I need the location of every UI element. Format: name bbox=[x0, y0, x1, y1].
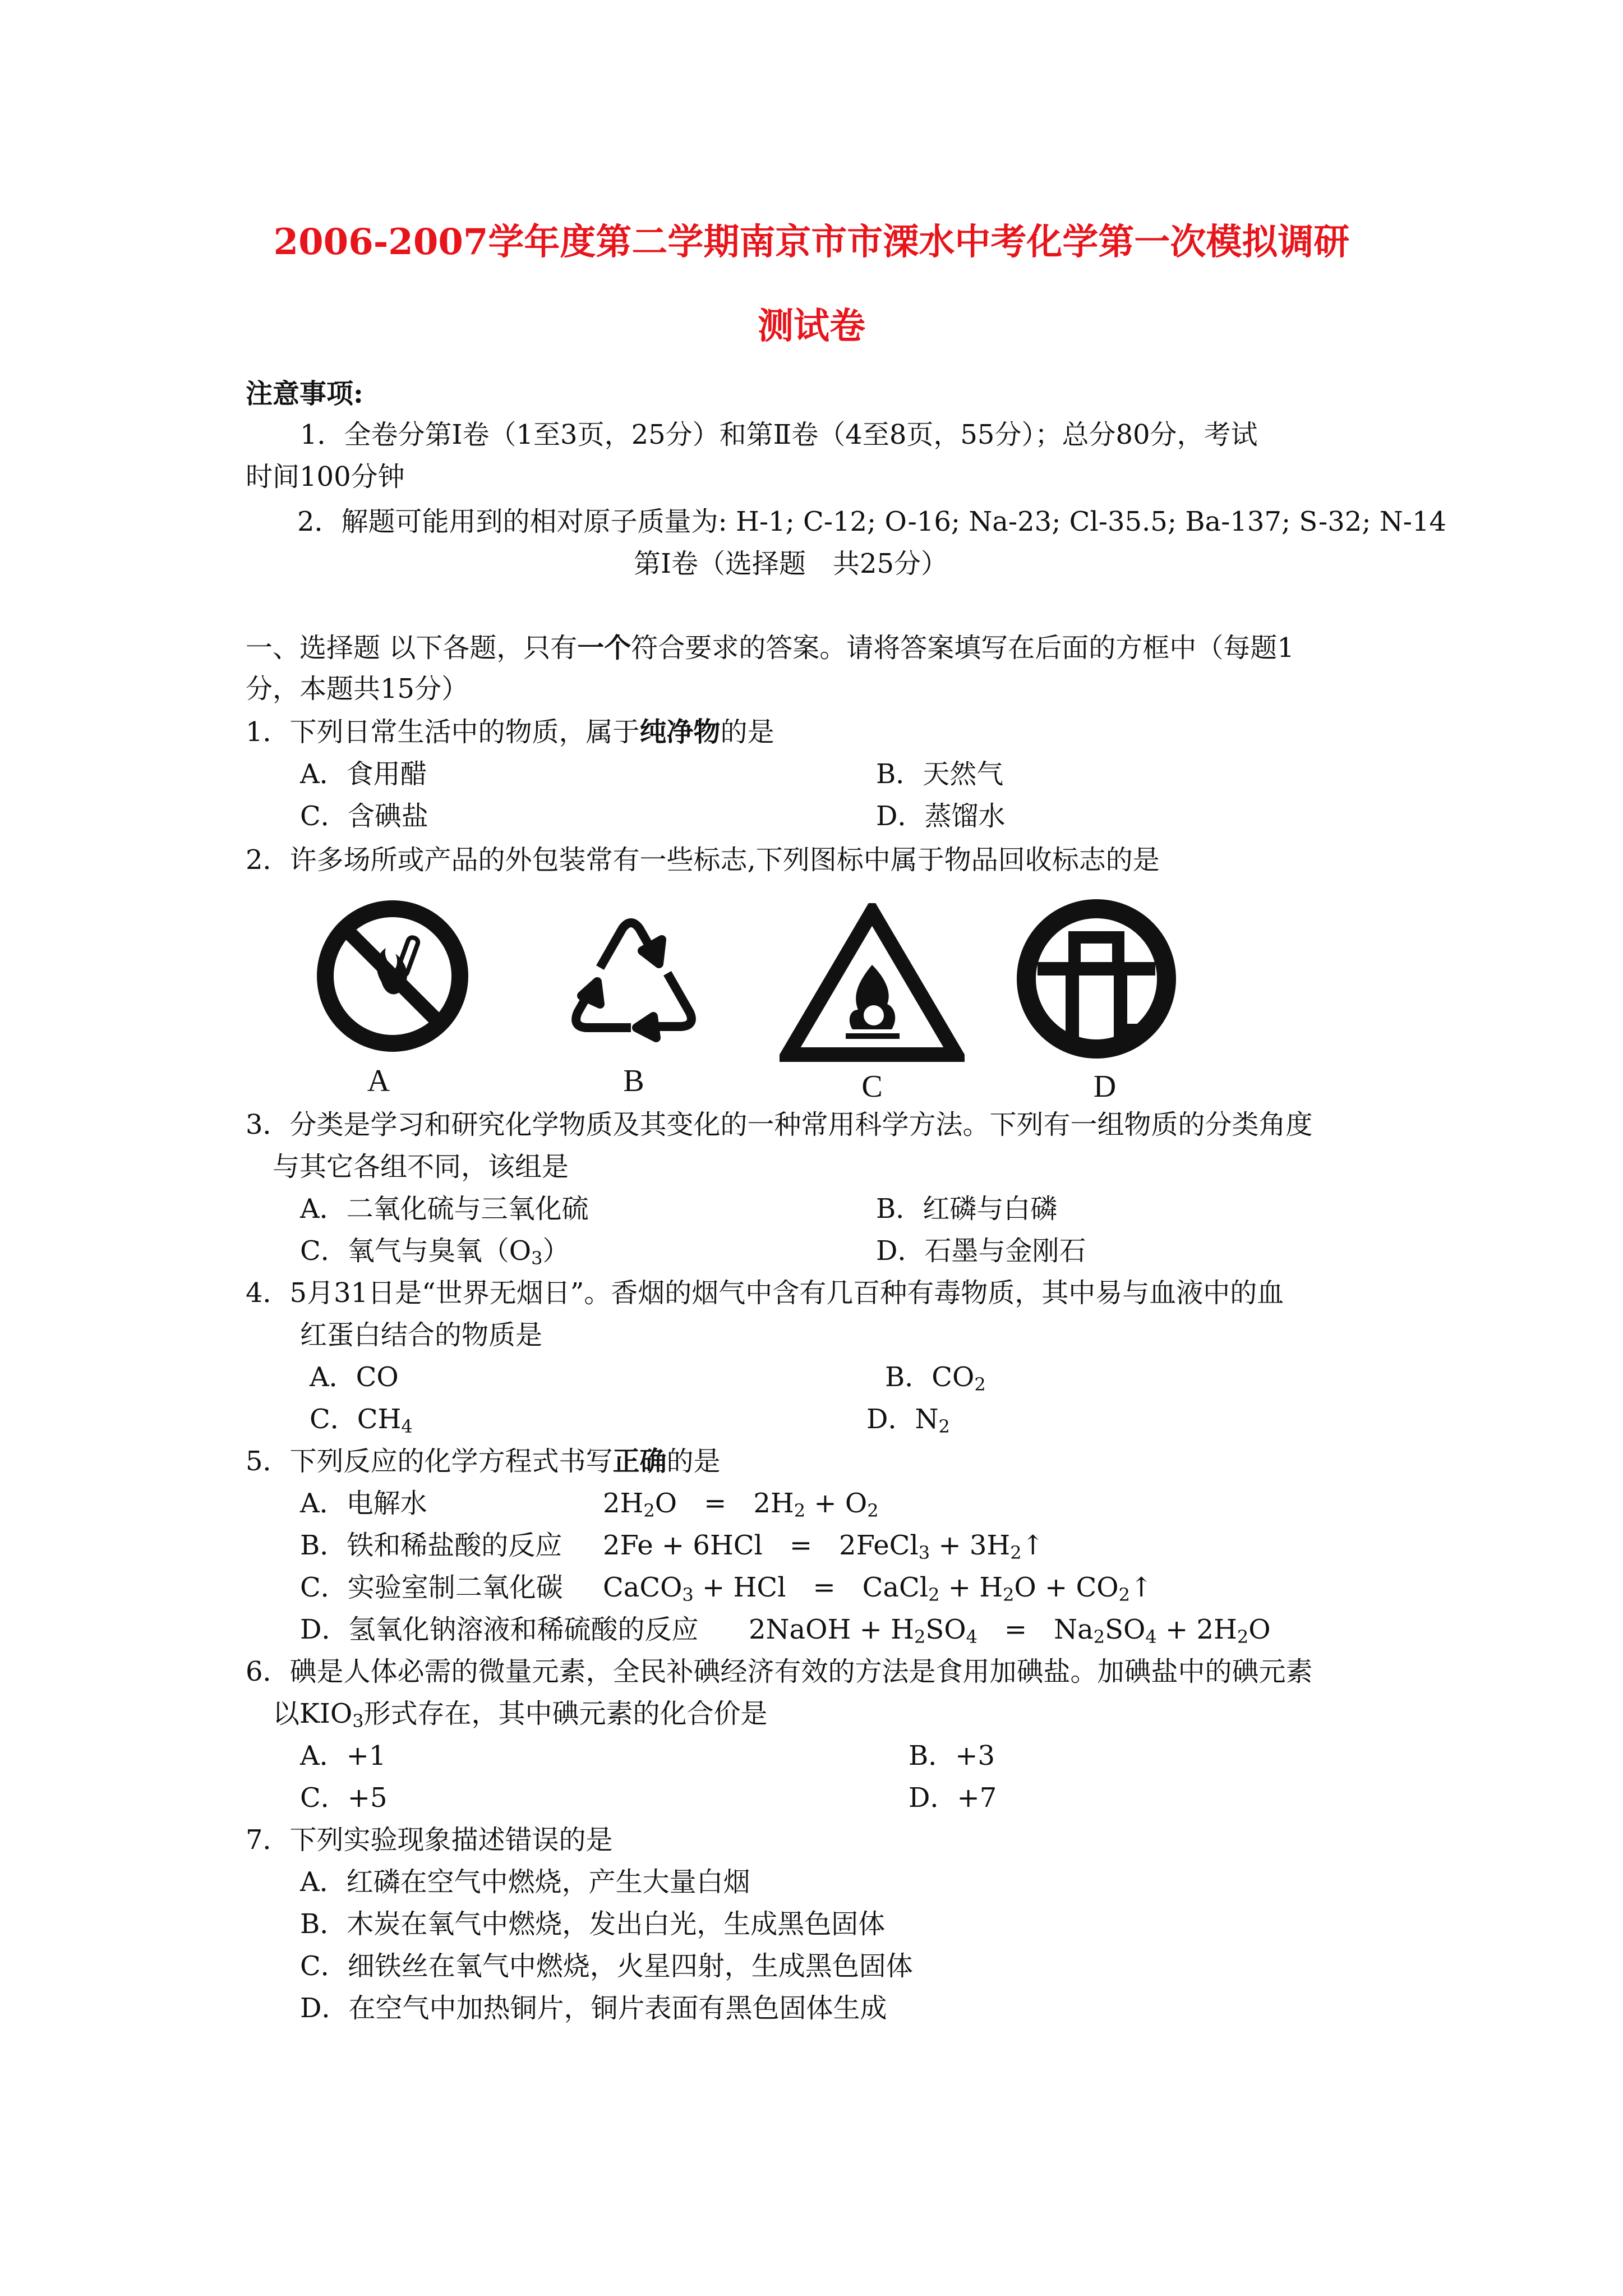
q6-option-b: B．+3 bbox=[909, 1740, 995, 1772]
q1-option-c: C．含碘盐 bbox=[300, 800, 428, 832]
q5-stem: 5．下列反应的化学方程式书写正确的是 bbox=[246, 1446, 721, 1477]
q1-option-b: B．天然气 bbox=[876, 758, 1004, 790]
section1-intro: 一、选择题 以下各题，只有一个符合要求的答案。请将答案填写在后面的方框中（每题1 bbox=[246, 632, 1294, 664]
q7-option-a: A．红磷在空气中燃烧，产生大量白烟 bbox=[300, 1866, 750, 1898]
q4-stem-cont: 红蛋白结合的物质是 bbox=[300, 1319, 543, 1351]
page-title-line2: 测试卷 bbox=[758, 305, 865, 347]
q5-option-b-equation: 2Fe + 6HCl = 2FeCl$_3$ + $3H_2↑$ bbox=[603, 1530, 1044, 1563]
notes-item1-cont: 时间100分钟 bbox=[246, 461, 405, 493]
q1-stem: 1．下列日常生活中的物质，属于纯净物的是 bbox=[246, 716, 774, 748]
circular-emblem-icon bbox=[1015, 898, 1178, 1060]
page-title: 2006-2007学年度第二学期南京市市溧水中考化学第一次模拟调研 bbox=[273, 221, 1350, 263]
notes-heading: 注意事项: bbox=[246, 378, 363, 409]
q7-option-d: D．在空气中加热铜片，铜片表面有黑色固体生成 bbox=[300, 1993, 887, 2024]
q5-option-d-equation: 2NaOH + $H_2SO_4$ = $Na_2SO_4 + 2H_2O$ bbox=[749, 1614, 1271, 1648]
q6-stem: 6．碘是人体必需的微量元素，全民补碘经济有效的方法是食用加碘盐。加碘盐中的碘元素 bbox=[246, 1656, 1313, 1687]
flammable-warning-icon bbox=[780, 903, 965, 1066]
q1-option-d: D．蒸馏水 bbox=[876, 800, 1006, 832]
notes-item1: 1．全卷分第Ⅰ卷（1至3页，25分）和第Ⅱ卷（4至8页，55分）；总分80分，考试 bbox=[300, 419, 1258, 450]
q5-option-c-equation: CaCO$_3$ + HCl = CaCl$_2$ + $H_2O$ + $CO_2↑$ bbox=[603, 1572, 1153, 1605]
q6-option-a: A．+1 bbox=[300, 1740, 386, 1772]
icon-label-c: C bbox=[861, 1069, 883, 1104]
notes-item2: 2．解题可能用到的相对原子质量为: H-1; C-12; O-16; Na-23; Cl-35.5; Ba-137; S-32; N-14 bbox=[297, 506, 1447, 537]
q5-option-b-label: B．铁和稀盐酸的反应 bbox=[300, 1530, 562, 1561]
no-fire-icon bbox=[314, 898, 471, 1055]
q4-stem: 4．5月31日是“世界无烟日”。香烟的烟气中含有几百种有毒物质，其中易与血液中的血 bbox=[246, 1277, 1284, 1309]
q5-option-a-label: A．电解水 bbox=[300, 1488, 427, 1519]
q6-option-d: D．+7 bbox=[909, 1782, 997, 1814]
q2-stem: 2．许多场所或产品的外包装常有一些标志,下列图标中属于物品回收标志的是 bbox=[246, 844, 1160, 876]
q3-option-d: D．石墨与金刚石 bbox=[876, 1235, 1086, 1267]
q5-option-a-equation: $2H_2O$ = $2H_2 + O_2$ bbox=[603, 1488, 879, 1521]
q7-option-b: B．木炭在氧气中燃烧，发出白光，生成黑色固体 bbox=[300, 1908, 886, 1940]
q3-stem: 3．分类是学习和研究化学物质及其变化的一种常用科学方法。下列有一组物质的分类角度 bbox=[246, 1109, 1313, 1140]
recycle-icon bbox=[547, 898, 715, 1055]
q4-option-a: A．CO bbox=[310, 1361, 399, 1393]
q4-option-c: C．$CH_4$ bbox=[310, 1404, 413, 1437]
q3-option-a: A．二氧化硫与三氧化硫 bbox=[300, 1193, 589, 1225]
q6-stem-cont: 以$KIO_3$形式存在，其中碘元素的化合价是 bbox=[273, 1698, 768, 1732]
q3-option-c: C．氧气与臭氧$(O_3)$ bbox=[300, 1235, 570, 1269]
q7-stem: 7．下列实验现象描述错误的是 bbox=[246, 1824, 613, 1856]
icon-label-a: A bbox=[367, 1064, 390, 1098]
part1-heading: 第Ⅰ卷（选择题 共25分） bbox=[634, 548, 948, 579]
q5-option-d-label: D．氢氧化钠溶液和稀硫酸的反应 bbox=[300, 1614, 699, 1645]
q7-option-c: C．细铁丝在氧气中燃烧，火星四射，生成黑色固体 bbox=[300, 1950, 913, 1982]
icon-label-d: D bbox=[1093, 1069, 1117, 1104]
q3-stem-cont: 与其它各组不同，该组是 bbox=[273, 1151, 569, 1182]
q4-option-b: B．$CO_2$ bbox=[885, 1361, 986, 1395]
q3-option-b: B．红磷与白磷 bbox=[876, 1193, 1058, 1225]
q4-option-d: D．$N_2$ bbox=[866, 1404, 950, 1437]
q6-option-c: C．+5 bbox=[300, 1782, 388, 1814]
section1-intro-cont: 分，本题共15分） bbox=[246, 673, 469, 705]
icon-label-b: B bbox=[623, 1064, 644, 1098]
q5-option-c-label: C．实验室制二氧化碳 bbox=[300, 1572, 563, 1603]
q1-option-a: A．食用醋 bbox=[300, 758, 427, 790]
